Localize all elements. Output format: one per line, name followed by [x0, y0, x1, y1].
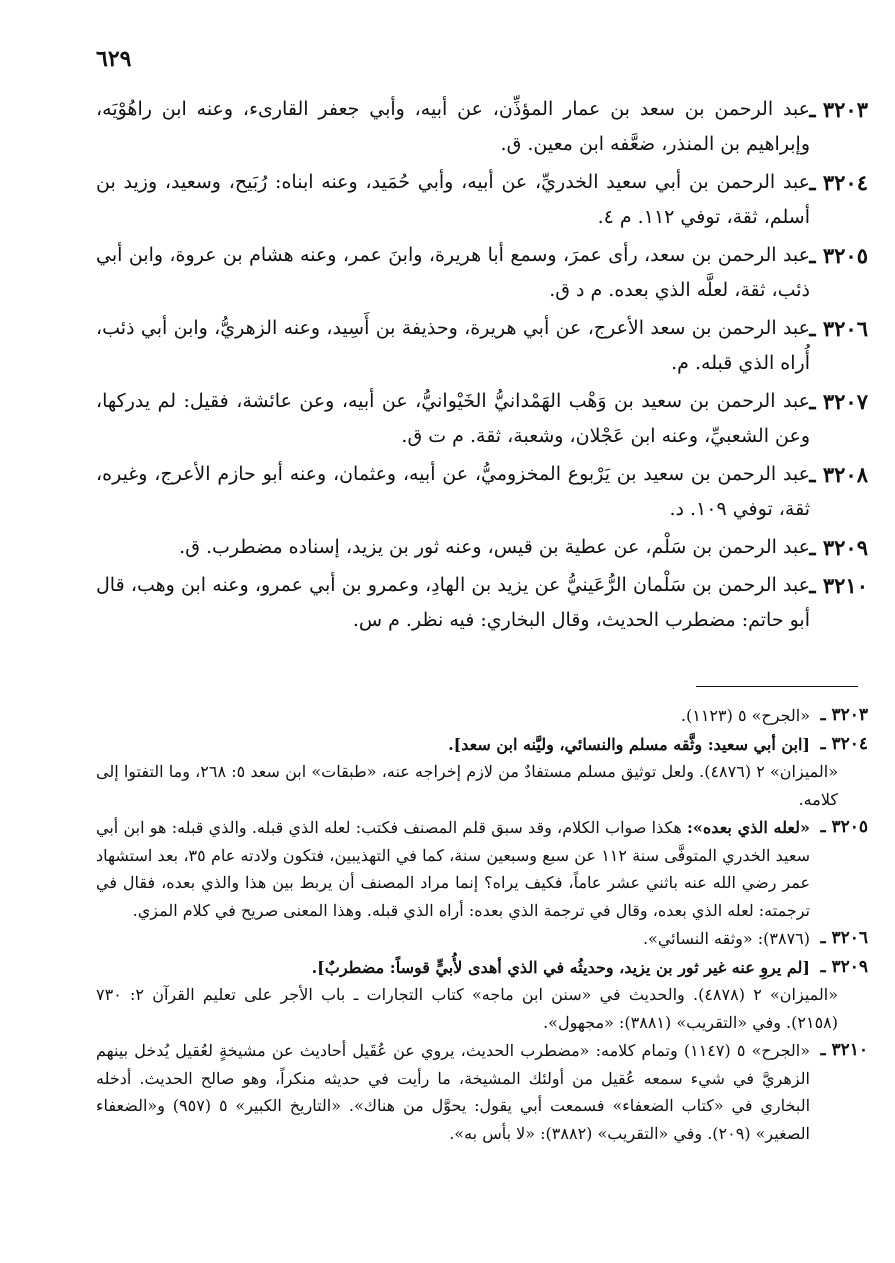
entry-number: ٣٢٠٩ ـ [809, 535, 868, 560]
entry-text: عبد الرحمن بن سعيد بن وَهْب الهَمْدانيُّ الخَيْوانيُّ، عن أبيه، وعن عائشة، فقيل: لم يدركها، وعن الشعبيِّ، وعنه ابن عَجْلان، وشعبة، ثقة. م ت ق. [96, 390, 810, 447]
footnote-continuation: «الميزان» ٢ (٤٨٧٨). والحديث في «سنن ابن ماجه» كتاب التجارات ـ باب الأجر على تعليم القرآن ٢: ٧٣٠ (٢١٥٨). وفي «التقريب» (٣٨٨١): «مجهول». [96, 985, 839, 1032]
entry-number: ٣٢٠٤ ـ [809, 170, 868, 195]
footnote-continuation: «الميزان» ٢ (٤٨٧٦). ولعل توثيق مسلم مستفادٌ من لازم إخراجه عنه، «طبقات» ابن سعد ٥: ٢٦٨، وما التفتوا إلى كلامه. [96, 762, 838, 809]
entry-text: عبد الرحمن بن سعد الأعرج، عن أبي هريرة، وحذيفة بن أَسِيد، وعنه الزهريُّ، وابن أبي ذئب، أُراه الذي قبله. م. [96, 317, 810, 374]
entry [96, 92, 868, 162]
footnote [96, 731, 868, 814]
entry [96, 568, 868, 638]
footnote [96, 1037, 868, 1147]
footnote-number: ٣٢١٠ ـ [820, 1040, 868, 1060]
entry-text: عبد الرحمن بن سعد بن عمار المؤذِّن، عن أبيه، وأبي جعفر القارىء، وعنه ابن راهُوْيَه، وإبراهيم بن المنذر، ضعَّفه ابن معين. ق. [96, 98, 810, 155]
footnote-number: ٣٢٠٩ ـ [820, 956, 868, 977]
page-number: ٦٢٩ [96, 46, 132, 72]
entry [96, 457, 868, 527]
footnote-text: (٣٨٧٦): «وثقه النسائي». [642, 929, 810, 948]
footnotes [96, 702, 868, 1148]
footnote-lead: [ابن أبي سعيد: وثَّقه مسلم والنسائي، وليَّنه ابن سعد]. [448, 734, 810, 754]
entry [96, 238, 868, 308]
footnote [96, 702, 868, 730]
footnote-number: ٣٢٠٣ ـ [820, 705, 868, 725]
entry-text: عبد الرحمن بن سَلْم، عن عطية بن قيس، وعنه ثور بن يزيد، إسناده مضطرب. ق. [179, 536, 810, 558]
footnote-text: «الجرح» ٥ (١١٤٧) وتمام كلامه: «مضطرب الحديث، يروي عن عُقَيل أحاديث عن مشيخةٍ لعُقيل يُدخل بينهم الزهريَّ في شيء سمعه عُقيل من أولئك المشيخة، ما رأيت في حديثه منكراً، وهو صالح الحديث. أدخله البخاري في «كتاب الضعفاء» فسمعت أبي يقول: يحوَّل من هناك». «التاريخ الكبير» ٥ (٩٥٧) و«الضعفاء الصغير» (٢٠٩). وفي «التقريب» (٣٨٨٢): «لا بأس به». [96, 1041, 811, 1143]
footnote-number: ٣٢٠٦ ـ [820, 928, 868, 948]
footnote-text: هكذا صواب الكلام، وقد سبق قلم المصنف فكتب: لعله الذي قبله. والذي قبله: هو ابن أبي سعيد الخدري المتوفَّى سنة ١١٢ عن سبع وسبعين سنة، كما في التهذيبين، فتكون ولادته عام ٣٥، بعد استشهاد عمر رضي الله عنه باثني عشر عاماً، فكيف يراه؟ إنما مراد المصنف أن يربط بين هذا والذي بعده، فقال في ترجمته: لعله الذي بعده، وقال في ترجمة الذي بعده: أراه الذي قبله. وهذا المعنى صريح في كلام المزي. [96, 818, 811, 920]
entry-text: عبد الرحمن بن أبي سعيد الخدريِّ، عن أبيه، وأبي حُمَيد، وعنه ابناه: رُبَيح، وسعيد، وزيد بن أسلم، ثقة، توفي ١١٢. م ٤. [96, 171, 810, 228]
footnote [96, 814, 868, 924]
footnote-divider [696, 686, 858, 687]
footnote-number: ٣٢٠٤ ـ [820, 733, 868, 754]
entry [96, 384, 868, 454]
footnote-number: ٣٢٠٥ ـ [820, 817, 868, 837]
entry-number: ٣٢٠٦ ـ [809, 316, 868, 341]
entry-number: ٣٢٠٥ ـ [809, 243, 868, 268]
entry-text: عبد الرحمن بن سَلْمان الرُّعَينيُّ عن يزيد بن الهادِ، وعمرو بن أبي عمرو، وعنه ابن وهب، قال أبو حاتم: مضطرب الحديث، وقال البخاري: فيه نظر. م س. [96, 574, 810, 631]
entry [96, 311, 868, 381]
biography-entries [96, 92, 868, 641]
footnote-lead: «لعله الذي بعده»: [687, 818, 810, 837]
entry [96, 165, 868, 235]
entry-number: ٣٢١٠ ـ [809, 573, 868, 598]
entry-text: عبد الرحمن بن سعيد بن يَرْبوع المخزوميُّ، عن أبيه، وعثمان، وعنه أبو حازم الأعرج، وغيره، ثقة، توفي ١٠٩. د. [96, 463, 810, 520]
footnote-text: «الجرح» ٥ (١١٢٣). [680, 706, 810, 725]
footnote [96, 925, 868, 953]
entry [96, 530, 868, 565]
entry-text: عبد الرحمن بن سعد، رأى عمرَ، وسمع أبا هريرة، وابنَ عمر، وعنه هشام بن عروة، وابن أبي ذئب، ثقة، لعلَّه الذي بعده. م د ق. [96, 244, 810, 301]
footnote-lead: [لم يروِ عنه غير ثور بن يزيد، وحديثُه في الذي أهدى لأُبيٍّ قوساً: مضطربٌ]. [311, 957, 810, 977]
entry-number: ٣٢٠٣ ـ [809, 97, 868, 122]
entry-number: ٣٢٠٧ ـ [809, 389, 868, 414]
entry-number: ٣٢٠٨ ـ [809, 462, 868, 487]
footnote [96, 954, 868, 1037]
